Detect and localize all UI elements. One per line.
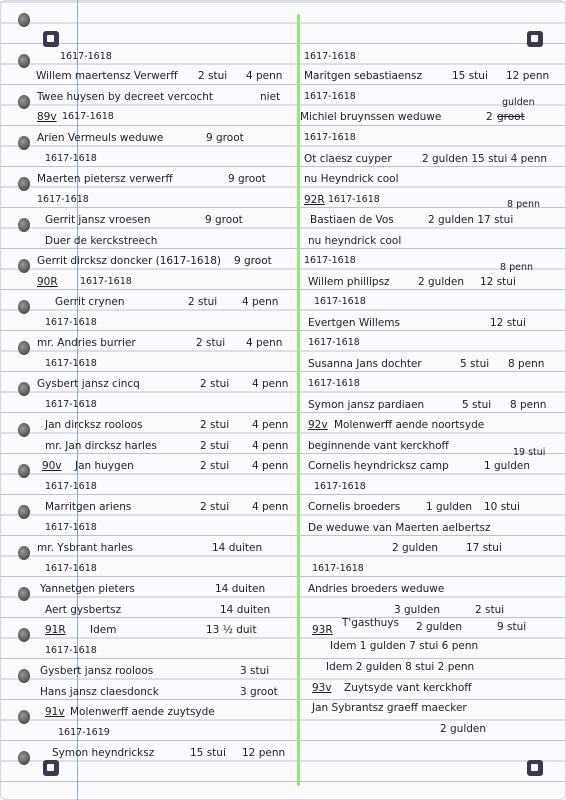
entry-name: mr. Ysbrant harles: [37, 542, 133, 554]
binder-hole-icon: [18, 464, 30, 478]
entry-name: Gerrit dircksz doncker (1617-1618): [37, 255, 222, 267]
year-heading: 1617-1618: [80, 276, 132, 287]
column-divider-line: [297, 14, 300, 786]
binder-hole-icon: [18, 710, 30, 724]
entry-amount: 4 penn: [246, 70, 283, 82]
entry-name: De weduwe van Maerten aelbertsz: [308, 522, 491, 534]
entry-name: Hans jansz claesdonck: [40, 686, 159, 698]
entry-name: Cornelis broeders: [308, 501, 401, 513]
entry-line: Idem 2 gulden 8 stui 2 penn: [326, 661, 475, 673]
year-heading: 1617-1618: [308, 337, 360, 348]
entry-amount: 2: [486, 111, 493, 123]
entry-name: T'gasthuys: [342, 617, 399, 629]
entry-amount: 2 stui: [200, 378, 230, 390]
year-heading: 1617-1618: [45, 153, 97, 164]
entry-amount: 3 gulden: [394, 604, 441, 616]
binder-hole-icon: [18, 136, 30, 150]
entry-name: Aert gysbertsz: [45, 604, 122, 616]
section-heading: Zuytsyde vant kerckhoff: [344, 682, 472, 694]
entry-amount: 2 stui: [200, 460, 230, 472]
folio-number: 93v: [312, 682, 332, 694]
year-heading: 1617-1618: [304, 91, 356, 102]
year-heading: 1617-1618: [45, 645, 97, 656]
entry-note: Twee huysen by decreet vercocht: [37, 91, 214, 103]
entry-amount: 15 stui: [190, 747, 226, 759]
year-heading: 1617-1618: [37, 194, 89, 205]
entry-amount: 2 gulden 17 stui: [428, 214, 514, 226]
entry-amount: 4 penn: [252, 460, 289, 472]
entry-name: Andries broeders weduwe: [308, 583, 445, 595]
entry-name: Willem phillipsz: [308, 276, 390, 288]
year-heading: 1617-1618: [60, 51, 112, 62]
folio-number: 93R: [312, 624, 333, 636]
entry-amount: 4 penn: [252, 440, 289, 452]
year-heading: 1617-1618: [45, 317, 97, 328]
entry-amount: 12 stui: [490, 317, 526, 329]
entry-name: Idem: [90, 624, 117, 636]
binder-hole-icon: [18, 259, 30, 273]
entry-name: Marritgen ariens: [45, 501, 132, 513]
entry-note: Duer de kerckstreech: [45, 235, 158, 247]
entry-amount: 2 stui: [200, 419, 230, 431]
entry-amount: 2 stui: [196, 337, 226, 349]
entry-amount: 4 penn: [246, 337, 283, 349]
binder-hole-icon: [18, 669, 30, 683]
entry-amount: 10 stui: [484, 501, 520, 513]
folio-number: 91v: [45, 706, 65, 718]
binder-hole-icon: [18, 423, 30, 437]
entry-note: nu Heyndrick cool: [304, 173, 399, 185]
year-heading: 1617-1618: [312, 563, 364, 574]
entry-amount: 14 duiten: [215, 583, 266, 595]
binder-hole-icon: [18, 177, 30, 191]
year-heading: 1617-1618: [304, 132, 356, 143]
binder-hole-icon: [18, 751, 30, 765]
entry-amount: 12 penn: [506, 70, 550, 82]
year-heading: 1617-1618: [45, 399, 97, 410]
entry-amount: 2 gulden: [418, 276, 465, 288]
interlinear-note: 8 penn: [500, 262, 533, 273]
folio-number: 92R: [304, 194, 325, 206]
entry-note: niet: [260, 91, 281, 103]
entry-amount: 9 groot: [205, 214, 243, 226]
entry-amount: 13 ½ duit: [206, 624, 257, 636]
year-heading: 1617-1618: [328, 194, 380, 205]
entry-name: Susanna Jans dochter: [308, 358, 422, 370]
entry-name: Maritgen sebastiaensz: [304, 70, 423, 82]
entry-amount: 3 stui: [240, 665, 270, 677]
entry-name: Jan huygen: [75, 460, 134, 472]
binder-hole-icon: [18, 546, 30, 560]
year-heading: 1617-1618: [304, 51, 356, 62]
entry-amount: 14 duiten: [220, 604, 271, 616]
entry-amount: 12 penn: [242, 747, 286, 759]
year-heading: 1617-1618: [314, 481, 366, 492]
binder-hole-icon: [18, 587, 30, 601]
entry-name: Gysbert jansz rooloos: [40, 665, 154, 677]
entry-name: mr. Jan dircksz harles: [45, 440, 157, 452]
entry-name: Yannetgen pieters: [40, 583, 135, 595]
entry-amount: 9 groot: [228, 173, 266, 185]
folio-number: 91R: [45, 624, 66, 636]
entry-amount: 2 gulden: [392, 542, 439, 554]
binder-hole-icon: [18, 95, 30, 109]
entry-amount: 4 penn: [252, 419, 289, 431]
entry-name: Gysbert jansz cincq: [37, 378, 140, 390]
section-heading: Molenwerff aende noortsyde: [334, 419, 485, 431]
entry-name: Gerrit crynen: [55, 296, 125, 308]
entry-amount: 1 gulden: [426, 501, 473, 513]
entry-name: Ot claesz cuyper: [304, 153, 392, 165]
year-heading: 1617-1618: [45, 481, 97, 492]
entry-amount: 2 gulden 15 stui 4 penn: [422, 153, 548, 165]
entry-amount: 9 stui: [497, 621, 527, 633]
year-heading: 1617-1618: [45, 358, 97, 369]
entry-amount: 5 stui: [462, 399, 492, 411]
entry-amount: 5 stui: [460, 358, 490, 370]
entry-name: Maerten pietersz verwerff: [37, 173, 173, 185]
entry-amount: 4 penn: [242, 296, 279, 308]
entry-amount: 8 penn: [508, 358, 545, 370]
year-heading: 1617-1618: [308, 378, 360, 389]
entry-amount: 2 gulden: [416, 621, 463, 633]
year-heading: 1617-1618: [62, 111, 114, 122]
year-heading: 1617-1619: [58, 727, 110, 738]
entry-amount: 4 penn: [252, 378, 289, 390]
binder-hole-icon: [18, 382, 30, 396]
entry-amount: 2 stui: [200, 501, 230, 513]
entry-amount: 1 gulden: [484, 460, 531, 472]
entry-amount: 2 stui: [188, 296, 218, 308]
binder-hole-icon: [18, 300, 30, 314]
entry-amount: 2 stui: [198, 70, 228, 82]
interlinear-note: 19 stui: [513, 447, 546, 458]
entry-amount: 3 groot: [240, 686, 278, 698]
binder-hole-icon: [18, 218, 30, 232]
entry-name: Cornelis heyndricksz camp: [308, 460, 449, 472]
interlinear-note: 8 penn: [507, 199, 540, 210]
entry-amount: 2 stui: [475, 604, 505, 616]
year-heading: 1617-1618: [304, 255, 356, 266]
corner-marker-icon: [43, 760, 59, 776]
entry-amount: 4 penn: [252, 501, 289, 513]
binder-hole-icon: [18, 54, 30, 68]
entry-name: Arien Vermeuls weduwe: [37, 132, 164, 144]
entry-amount: 9 groot: [234, 255, 272, 267]
folio-number: 90R: [37, 276, 58, 288]
entry-name: Evertgen Willems: [308, 317, 400, 329]
entry-amount: 12 stui: [480, 276, 516, 288]
entry-name: Symon heyndricksz: [52, 747, 155, 759]
section-heading: Molenwerff aende zuytsyde: [70, 706, 215, 718]
entry-name: mr. Andries burrier: [37, 337, 136, 349]
year-heading: 1617-1618: [314, 296, 366, 307]
entry-amount: 2 gulden: [440, 723, 487, 735]
folio-number: 89v: [37, 111, 57, 123]
section-heading: beginnende vant kerckhoff: [308, 440, 449, 452]
corner-marker-icon: [43, 31, 59, 47]
interlinear-note: gulden: [502, 97, 535, 108]
corner-marker-icon: [527, 31, 543, 47]
entry-amount: 17 stui: [466, 542, 502, 554]
year-heading: 1617-1618: [45, 563, 97, 574]
entry-name: Bastiaen de Vos: [310, 214, 394, 226]
entry-name: Symon jansz pardiaen: [308, 399, 425, 411]
entry-amount: 14 duiten: [212, 542, 263, 554]
entry-name: Willem maertensz Verwerff: [36, 70, 178, 82]
entry-amount: 8 penn: [510, 399, 547, 411]
binder-hole-icon: [18, 341, 30, 355]
entry-amount: 2 stui: [200, 440, 230, 452]
entry-name: Michiel bruynssen weduwe: [300, 111, 442, 123]
entry-note: nu heyndrick cool: [308, 235, 402, 247]
folio-number: 90v: [42, 460, 62, 472]
folio-number: 92v: [308, 419, 328, 431]
corner-marker-icon: [527, 760, 543, 776]
year-heading: 1617-1618: [45, 522, 97, 533]
entry-amount: 15 stui: [452, 70, 488, 82]
binder-hole-icon: [18, 628, 30, 642]
entry-line: Idem 1 gulden 7 stui 6 penn: [330, 640, 479, 652]
entry-name: Gerrit jansz vroesen: [45, 214, 151, 226]
entry-name: Jan Sybrantsz graeff maecker: [312, 702, 467, 714]
binder-hole-icon: [18, 505, 30, 519]
entry-amount: 9 groot: [206, 132, 244, 144]
struck-word: groot: [497, 111, 525, 123]
entry-name: Jan dircksz rooloos: [45, 419, 143, 431]
binder-hole-icon: [18, 13, 30, 27]
